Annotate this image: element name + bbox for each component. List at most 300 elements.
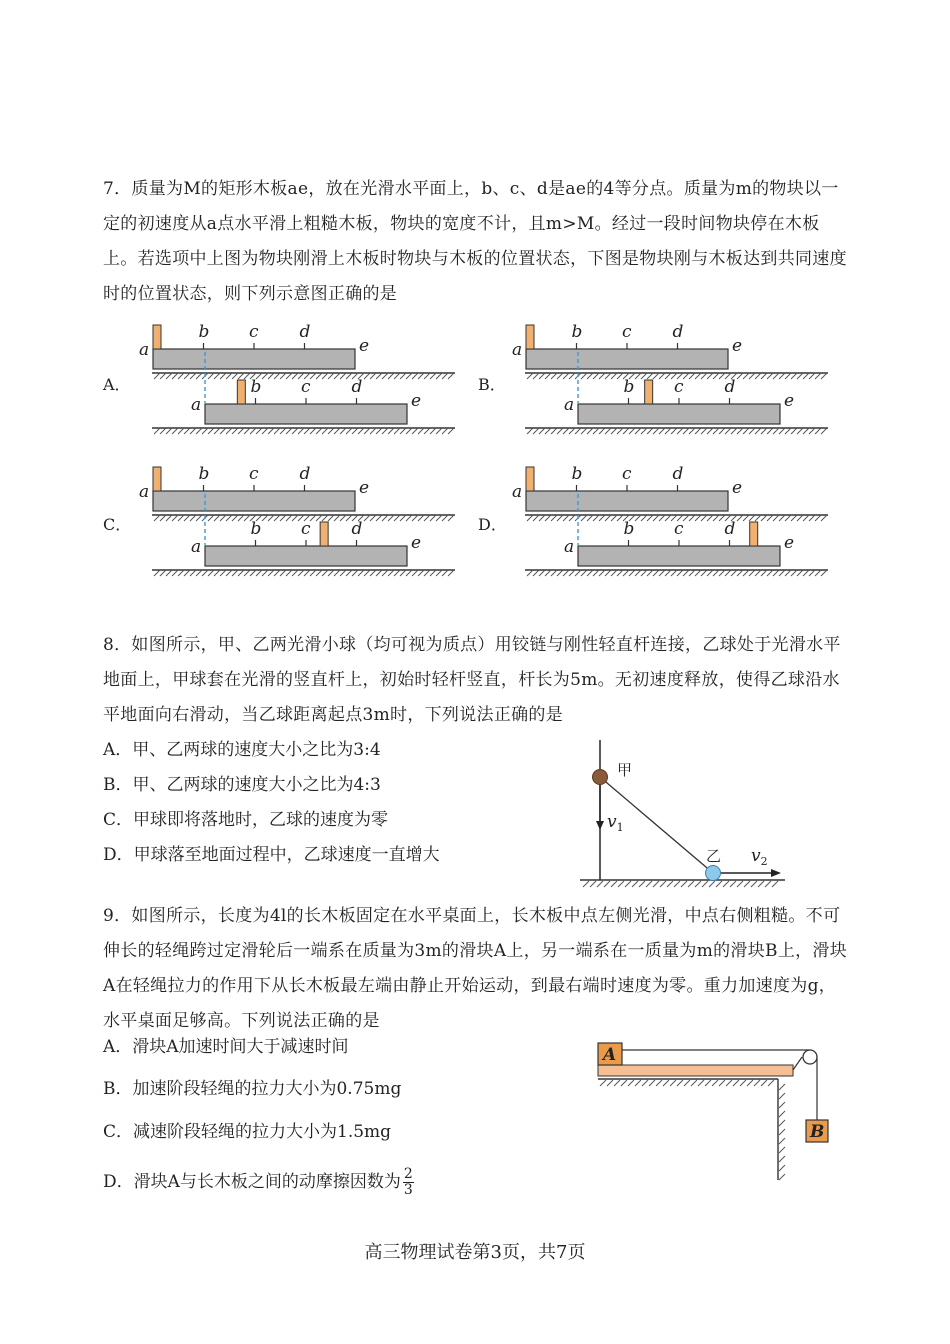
q7-option-a-top-ground-hatch: [310, 373, 316, 379]
q7-option-a-top-ground-hatch: [214, 373, 220, 379]
table-hatch: [600, 1080, 785, 1180]
q7-option-a-bottom-ground-hatch: [214, 428, 220, 434]
q7-option-a-bottom-ground-hatch: [382, 428, 388, 434]
q7-option-b-bottom-ground-hatch: [581, 428, 587, 434]
q7-option-d-bottom-ground-hatch: [575, 570, 581, 576]
q8-option-d: D．甲球落至地面过程中，乙球速度一直增大: [103, 845, 440, 865]
q7-option-d-bottom-label-b: b: [623, 519, 635, 539]
q7-option-b-bottom-ground-hatch: [569, 428, 575, 434]
q7-option-c-bottom-ground-hatch: [448, 570, 454, 576]
q7-option-c-top-ground-hatch: [334, 515, 340, 521]
q7-option-b-bottom-block: [645, 380, 653, 404]
q7-option-a-bottom-ground-hatch: [322, 428, 328, 434]
q7-option-a-bottom-ground-hatch: [208, 428, 214, 434]
q7-option-a-bottom-ground-hatch: [292, 428, 298, 434]
q7-option-c-top-ground-hatch: [166, 515, 172, 521]
q7-option-c-top-ground-hatch: [436, 515, 442, 521]
q7-option-c-bottom-ground-hatch: [352, 570, 358, 576]
q7-option-d-bottom-ground-hatch: [647, 570, 653, 576]
q7-option-c-bottom-ground-hatch: [178, 570, 184, 576]
q7-option-d-bottom-ground-hatch: [605, 570, 611, 576]
q7-option-d-bottom-ground-hatch: [677, 570, 683, 576]
q7-option-b-top-label-c: c: [622, 322, 632, 342]
q7-option-a-bottom-ground-hatch: [154, 428, 160, 434]
q7-option-b-top-ground-hatch: [689, 373, 695, 379]
q7-option-c-bottom-ground-hatch: [262, 570, 268, 576]
q7-option-a-bottom-ground-hatch: [310, 428, 316, 434]
q7-option-b-top-ground-hatch: [605, 373, 611, 379]
q7-option-b-bottom-ground-hatch: [587, 428, 593, 434]
q7-option-b-bottom-label-c: c: [674, 377, 684, 397]
q7-option-d-bottom-ground-hatch: [719, 570, 725, 576]
q7-option-c-top-label-e: e: [359, 478, 370, 498]
q7-option-c-bottom-ground-hatch: [304, 570, 310, 576]
q9-stem: 9．如图所示，长度为4l的长木板固定在水平桌面上，长木板中点左侧光滑，中点右侧粗糙。不可伸长的轻绳跨过定滑轮后一端系在质量为3m的滑块A上，另一端系在一质量为m的滑块B上，滑块A在轻绳拉力的作用下从长木板最左端由静止开始运动，到最右端时速度为零。重力加速度为g，水平桌面足够高。下列说法正确的是: [103, 906, 848, 1031]
q7-option-d-top-ground-hatch: [821, 515, 827, 521]
q7-option-b-top-ground-hatch: [551, 373, 557, 379]
q7-option-d-bottom-ground-hatch: [623, 570, 629, 576]
q7-option-d-top-ground-hatch: [569, 515, 575, 521]
q7-option-d-bottom-label-c: c: [674, 519, 684, 539]
label-v2: $v_2$: [751, 846, 768, 868]
q7-option-a-bottom-label-b: b: [250, 377, 262, 397]
q7-option-a-top-ground-hatch: [268, 373, 274, 379]
q7-option-c-bottom-ground-hatch: [394, 570, 400, 576]
q7-option-d-bottom-ground-hatch: [599, 570, 605, 576]
q7-option-a-bottom-ground-hatch: [448, 428, 454, 434]
q7-option-b-top-ground-hatch: [791, 373, 797, 379]
q7-option-a-top-block: [153, 325, 161, 349]
q7-option-c-bottom-ground-hatch: [208, 570, 214, 576]
q7-option-a-top-ground-hatch: [334, 373, 340, 379]
q7-option-d-top-ground-hatch: [779, 515, 785, 521]
q7-option-c-top-ground-hatch: [316, 515, 322, 521]
q7-option-a-bottom-label-c: c: [301, 377, 311, 397]
q7-option-d-bottom-ground-hatch: [779, 570, 785, 576]
q7-option-d-top-ground-hatch: [743, 515, 749, 521]
q7-option-b-bottom-ground-hatch: [755, 428, 761, 434]
q7-option-a-label: A．: [103, 375, 131, 394]
q7-option-b-top-ground-hatch: [707, 373, 713, 379]
q7-option-b-bottom-ground-hatch: [779, 428, 785, 434]
q7-option-d-top-ground-hatch: [785, 515, 791, 521]
q7-option-a-bottom-ground-hatch: [232, 428, 238, 434]
q7-option-b-bottom-label-a: a: [564, 395, 575, 415]
q7-option-d-bottom-ground-hatch: [671, 570, 677, 576]
q7-option-a-bottom-ground-hatch: [406, 428, 412, 434]
q7-option-b-top-label-d: d: [672, 322, 684, 342]
q7-option-b-top-block: [526, 325, 534, 349]
pulley: [803, 1050, 817, 1064]
q7-option-a-top-ground-hatch: [166, 373, 172, 379]
q9-option-d: [103, 1167, 414, 1198]
q7-option-d-top-ground-hatch: [599, 515, 605, 521]
q7-option-c-top-ground-hatch: [370, 515, 376, 521]
q7-option-d-top-label-e: e: [732, 478, 743, 498]
q7-option-b-top-ground-hatch: [809, 373, 815, 379]
q7-option-b-top-ground-hatch: [617, 373, 623, 379]
q7-option-a-bottom-label-d: d: [351, 377, 363, 397]
q7-option-a-top-label-b: b: [198, 322, 210, 342]
q7-option-d-bottom-ground-hatch: [737, 570, 743, 576]
q7-option-a-bottom-ground-hatch: [226, 428, 232, 434]
q7-option-a-top-ground-hatch: [322, 373, 328, 379]
q7-option-d-bottom-ground-hatch: [821, 570, 827, 576]
q7-option-a-bottom-label-a: a: [191, 395, 202, 415]
q7-option-a-top-ground-hatch: [160, 373, 166, 379]
q7-diagrams: [0, 0, 950, 620]
q7-option-d-top-ground-hatch: [533, 515, 539, 521]
q7-option-d-top-ground-hatch: [713, 515, 719, 521]
q7-option-b-bottom-ground-hatch: [809, 428, 815, 434]
q7-option-a-bottom-board: [205, 404, 407, 424]
q7-option-b-bottom-ground-hatch: [737, 428, 743, 434]
q7-option-d-bottom-ground-hatch: [767, 570, 773, 576]
q7-option-c-top-board: [153, 491, 355, 511]
q7-option-c-bottom-ground-hatch: [334, 570, 340, 576]
q7-option-a-top-label-d: d: [299, 322, 311, 342]
q7-option-a-bottom-ground-hatch: [370, 428, 376, 434]
q7-option-b-top-ground-hatch: [611, 373, 617, 379]
q7-option-d-bottom-ground-hatch: [749, 570, 755, 576]
q7-option-c-bottom-ground-hatch: [340, 570, 346, 576]
q7-option-c-top-label-d: d: [299, 464, 311, 484]
q7-option-a-top-ground-hatch: [418, 373, 424, 379]
q7-option-d-top-ground-hatch: [641, 515, 647, 521]
q7-option-b-bottom-ground-hatch: [653, 428, 659, 434]
q7-option-b-bottom-ground-hatch: [593, 428, 599, 434]
q7-option-a-bottom-ground-hatch: [160, 428, 166, 434]
q7-option-d-top-ground-hatch: [797, 515, 803, 521]
q7-option-a-top-ground-hatch: [280, 373, 286, 379]
q7-option-b-bottom-ground-hatch: [743, 428, 749, 434]
q7-option-c-top-ground-hatch: [208, 515, 214, 521]
q7-option-a-bottom-ground-hatch: [352, 428, 358, 434]
q7-option-c-top-ground-hatch: [376, 515, 382, 521]
q7-option-d-top-ground-hatch: [635, 515, 641, 521]
q7-option-a-bottom-ground-hatch: [394, 428, 400, 434]
q7-option-d-top-ground-hatch: [617, 515, 623, 521]
q7-option-b-top-ground-hatch: [737, 373, 743, 379]
q7-option-d-top-ground-hatch: [557, 515, 563, 521]
q7-option-d-top-ground-hatch: [755, 515, 761, 521]
ball-jia: [593, 770, 608, 785]
q7-option-a-top-ground-hatch: [376, 373, 382, 379]
q7-option-b-bottom-ground-hatch: [647, 428, 653, 434]
q7-option-b-top-ground-hatch: [815, 373, 821, 379]
q7-option-b-bottom-ground-hatch: [731, 428, 737, 434]
fraction-numerator: 2: [403, 1166, 413, 1182]
q7-option-a-bottom-ground-hatch: [244, 428, 250, 434]
v1-arrowhead: [596, 821, 604, 830]
q7-option-a-top-ground-hatch: [364, 373, 370, 379]
q7-option-a-top-label-a: a: [139, 340, 150, 360]
q7-option-b-top-ground-hatch: [641, 373, 647, 379]
q7-option-c-top-ground-hatch: [226, 515, 232, 521]
q7-option-a-bottom-ground-hatch: [286, 428, 292, 434]
q7-option-d-bottom-ground-hatch: [773, 570, 779, 576]
q7-option-c-bottom-ground-hatch: [406, 570, 412, 576]
q7-option-d-top-ground-hatch: [539, 515, 545, 521]
q7-option-b-top-ground-hatch: [659, 373, 665, 379]
q7-option-d-top-board: [526, 491, 728, 511]
q7-option-b-top-ground-hatch: [527, 373, 533, 379]
q8-option-a: A．甲、乙两球的速度大小之比为3:4: [103, 740, 381, 760]
q7-option-c-top-ground-hatch: [196, 515, 202, 521]
q7-option-a-top-ground-hatch: [382, 373, 388, 379]
q7-option-c-top-ground-hatch: [430, 515, 436, 521]
q7-option-c-top-label-b: b: [198, 464, 210, 484]
q7-option-c-bottom-label-a: a: [191, 537, 202, 557]
q7-option-a-top-ground-hatch: [244, 373, 250, 379]
q7-option-a-top-ground-hatch: [196, 373, 202, 379]
q7-option-d-bottom-label-a: a: [564, 537, 575, 557]
q7-option-a-top-ground-hatch: [262, 373, 268, 379]
q7-option-c-bottom-ground-hatch: [310, 570, 316, 576]
q8-figure: [575, 735, 795, 895]
q7-option-a-top-ground-hatch: [178, 373, 184, 379]
q7-option-a-top-ground-hatch: [430, 373, 436, 379]
q7-option-b-top-ground-hatch: [683, 373, 689, 379]
q7-option-d-bottom-ground-hatch: [665, 570, 671, 576]
q7-option-c-bottom-ground-hatch: [232, 570, 238, 576]
q7-option-b-bottom-ground-hatch: [659, 428, 665, 434]
label-block-b: B: [810, 1122, 825, 1142]
q7-option-c-top-ground-hatch: [178, 515, 184, 521]
q7-option-d-bottom-ground-hatch: [557, 570, 563, 576]
q7-option-c-bottom-label-b: b: [250, 519, 262, 539]
q7-option-b-bottom-label-b: b: [623, 377, 635, 397]
q7-option-d-bottom-ground-hatch: [809, 570, 815, 576]
q7-option-d-bottom-ground-hatch: [683, 570, 689, 576]
q7-option-a-bottom-ground-hatch: [340, 428, 346, 434]
q7-option-b-top-ground-hatch: [593, 373, 599, 379]
q7-option-a-bottom-ground-hatch: [298, 428, 304, 434]
q9-option-c: C．减速阶段轻绳的拉力大小为1.5mg: [103, 1122, 392, 1142]
q7-option-d-top-ground-hatch: [791, 515, 797, 521]
q7-option-b-top-ground-hatch: [665, 373, 671, 379]
pulley-bracket: [793, 1057, 802, 1070]
q8-option-b: B．甲、乙两球的速度大小之比为4:3: [103, 775, 381, 795]
q7-option-d-top-ground-hatch: [707, 515, 713, 521]
q7-option-a-top-label-c: c: [249, 322, 259, 342]
q7-option-c-bottom-ground-hatch: [298, 570, 304, 576]
q7-option-b-bottom-label-d: d: [724, 377, 736, 397]
q7-option-b-bottom-ground-hatch: [641, 428, 647, 434]
q7-option-b-bottom-ground-hatch: [767, 428, 773, 434]
q7-option-b-top-ground-hatch: [701, 373, 707, 379]
q7-option-b-top-ground-hatch: [785, 373, 791, 379]
q7-option-c-top-ground-hatch: [220, 515, 226, 521]
q7-option-c-bottom-ground-hatch: [160, 570, 166, 576]
q7-option-d-bottom-ground-hatch: [629, 570, 635, 576]
q7-option-a-bottom-ground-hatch: [238, 428, 244, 434]
q7-option-a-bottom-ground-hatch: [328, 428, 334, 434]
q7-option-d-top-ground-hatch: [815, 515, 821, 521]
q7-option-b-bottom-ground-hatch: [761, 428, 767, 434]
q7-option-c-top-ground-hatch: [268, 515, 274, 521]
q7-option-a-bottom-ground-hatch: [346, 428, 352, 434]
q7-option-b-top-ground-hatch: [743, 373, 749, 379]
q7-option-d-bottom-ground-hatch: [527, 570, 533, 576]
q7-option-c-bottom-ground-hatch: [358, 570, 364, 576]
q7-option-a-top-ground-hatch: [436, 373, 442, 379]
q7-option-a-top-ground-hatch: [328, 373, 334, 379]
q7-option-c-bottom-ground-hatch: [370, 570, 376, 576]
q7-option-d-top-label-c: c: [622, 464, 632, 484]
q7-option-d-bottom-ground-hatch: [569, 570, 575, 576]
q7-option-d-top-label-b: b: [571, 464, 583, 484]
q7-option-d-bottom-ground-hatch: [635, 570, 641, 576]
q7-option-b-bottom-ground-hatch: [707, 428, 713, 434]
q7-option-d-bottom-ground-hatch: [731, 570, 737, 576]
q7-option-b-top-ground-hatch: [599, 373, 605, 379]
fraction-two-thirds: [403, 1167, 414, 1198]
q7-option-c-bottom-ground-hatch: [154, 570, 160, 576]
q7-option-d-top-ground-hatch: [737, 515, 743, 521]
q7-option-c-bottom-ground-hatch: [442, 570, 448, 576]
q7-option-b-bottom-ground-hatch: [557, 428, 563, 434]
q7-option-a-bottom-ground-hatch: [172, 428, 178, 434]
q7-option-c-top-ground-hatch: [262, 515, 268, 521]
q7-option-b-top-ground-hatch: [569, 373, 575, 379]
q7-option-d-bottom-ground-hatch: [551, 570, 557, 576]
q7-option-b-top-ground-hatch: [539, 373, 545, 379]
q7-option-c-top-ground-hatch: [214, 515, 220, 521]
q8-stem: 8．如图所示，甲、乙两光滑小球（均可视为质点）用铰链与刚性轻直杆连接，乙球处于光滑水平地面上，甲球套在光滑的竖直杆上，初始时轻杆竖直，杆长为5m。无初速度释放，使得乙球沿水平地面向右滑动，当乙球距离起点3m时，下列说法正确的是: [103, 635, 841, 725]
q7-option-c-top-label-c: c: [249, 464, 259, 484]
q7-option-a-bottom-ground-hatch: [430, 428, 436, 434]
q7-option-a-top-ground-hatch: [226, 373, 232, 379]
q7-option-b-top-ground-hatch: [749, 373, 755, 379]
q7-option-b-bottom-ground-hatch: [665, 428, 671, 434]
q7-option-d-bottom-ground-hatch: [713, 570, 719, 576]
q7-option-d-bottom-ground-hatch: [743, 570, 749, 576]
q7-option-c-top-label-a: a: [139, 482, 150, 502]
q7-option-b-bottom-ground-hatch: [563, 428, 569, 434]
q7-option-d-top-ground-hatch: [683, 515, 689, 521]
q7-option-d-label: D．: [478, 515, 507, 534]
label-block-a: A: [603, 1045, 617, 1065]
q7-option-c-bottom-ground-hatch: [244, 570, 250, 576]
q7-option-a-top-ground-hatch: [388, 373, 394, 379]
q7-option-c-bottom-ground-hatch: [430, 570, 436, 576]
q7-option-b-top-label-b: b: [571, 322, 583, 342]
q7-option-d-bottom-ground-hatch: [533, 570, 539, 576]
q7-option-d-bottom-label-e: e: [784, 533, 795, 553]
q7-option-d-top-ground-hatch: [803, 515, 809, 521]
q7-option-a-bottom-ground-hatch: [178, 428, 184, 434]
q7-option-d-bottom-ground-hatch: [587, 570, 593, 576]
q7-option-b-bottom-ground-hatch: [599, 428, 605, 434]
q7-option-b-bottom-ground-hatch: [539, 428, 545, 434]
q7-option-c-bottom-ground-hatch: [280, 570, 286, 576]
q7-option-a-bottom-ground-hatch: [202, 428, 208, 434]
q7-option-d-bottom-ground-hatch: [641, 570, 647, 576]
q7-option-a-top-ground-hatch: [424, 373, 430, 379]
q7-option-a-top-ground-hatch: [370, 373, 376, 379]
q7-option-d-top-ground-hatch: [587, 515, 593, 521]
q7-option-a-bottom-block: [237, 380, 245, 404]
q7-option-d-top-ground-hatch: [695, 515, 701, 521]
q7-option-d-bottom-board: [578, 546, 780, 566]
q9-option-d-text: D．滑块A与长木板之间的动摩擦因数为: [103, 1172, 401, 1192]
q7-option-c-bottom-ground-hatch: [226, 570, 232, 576]
q7-option-a-bottom-ground-hatch: [376, 428, 382, 434]
q7-option-b-bottom-ground-hatch: [689, 428, 695, 434]
q7-option-c-bottom-ground-hatch: [220, 570, 226, 576]
q7-option-b-bottom-ground-hatch: [617, 428, 623, 434]
q7-option-a-top-ground-hatch: [394, 373, 400, 379]
q7-option-b-bottom-ground-hatch: [821, 428, 827, 434]
q7-option-d-top-ground-hatch: [611, 515, 617, 521]
q7-option-c-bottom-ground-hatch: [274, 570, 280, 576]
q7-option-b-bottom-board: [578, 404, 780, 424]
q7-option-b-top-ground-hatch: [821, 373, 827, 379]
q7-option-d-top-ground-hatch: [767, 515, 773, 521]
q7-option-c-bottom-label-c: c: [301, 519, 311, 539]
q7-option-b-top-ground-hatch: [545, 373, 551, 379]
q7-option-c-top-ground-hatch: [364, 515, 370, 521]
q7-option-b-bottom-ground-hatch: [635, 428, 641, 434]
q7-option-c-bottom-ground-hatch: [436, 570, 442, 576]
q7-option-d-bottom-ground-hatch: [593, 570, 599, 576]
q8-option-c: C．甲球即将落地时，乙球的速度为零: [103, 810, 389, 830]
q7-option-a-bottom-ground-hatch: [388, 428, 394, 434]
q7-option-b-top-ground-hatch: [779, 373, 785, 379]
q7-option-d-bottom-ground-hatch: [545, 570, 551, 576]
ball-yi: [706, 866, 721, 881]
q7-option-d-top-block: [526, 467, 534, 491]
q7-option-c-bottom-ground-hatch: [196, 570, 202, 576]
q7-option-a-top-ground-hatch: [406, 373, 412, 379]
q7-option-c-bottom-ground-hatch: [184, 570, 190, 576]
q7-option-b-bottom-ground-hatch: [629, 428, 635, 434]
q7-option-b-bottom-label-e: e: [784, 391, 795, 411]
q7-option-b-top-ground-hatch: [695, 373, 701, 379]
q7-option-d-top-ground-hatch: [809, 515, 815, 521]
q7-option-c-top-ground-hatch: [172, 515, 178, 521]
q7-option-c-bottom-block: [320, 522, 328, 546]
q7-option-c-bottom-ground-hatch: [388, 570, 394, 576]
q7-option-c-bottom-ground-hatch: [286, 570, 292, 576]
q7-option-d-top-ground-hatch: [605, 515, 611, 521]
q7-option-c-top-ground-hatch: [394, 515, 400, 521]
q7-option-c-top-ground-hatch: [232, 515, 238, 521]
q7-option-a-bottom-ground-hatch: [166, 428, 172, 434]
q7-option-b-bottom-ground-hatch: [671, 428, 677, 434]
q7-option-a-bottom-ground-hatch: [268, 428, 274, 434]
q7-option-a-bottom-ground-hatch: [262, 428, 268, 434]
q7-option-c-top-ground-hatch: [340, 515, 346, 521]
q7-option-c-bottom-ground-hatch: [292, 570, 298, 576]
q7-option-c-top-ground-hatch: [244, 515, 250, 521]
fraction-denominator: 3: [403, 1182, 413, 1198]
q7-option-c-top-ground-hatch: [406, 515, 412, 521]
q7-option-b-top-label-a: a: [512, 340, 523, 360]
q7-option-d-top-ground-hatch: [563, 515, 569, 521]
q9-option-b: B．加速阶段轻绳的拉力大小为0.75mg: [103, 1079, 402, 1099]
q7-option-a-top-ground-hatch: [448, 373, 454, 379]
q7-option-c-top-block: [153, 467, 161, 491]
q7-option-a-bottom-ground-hatch: [412, 428, 418, 434]
label-jia: 甲: [617, 761, 633, 779]
q7-option-b-bottom-ground-hatch: [701, 428, 707, 434]
q7-option-b-bottom-ground-hatch: [815, 428, 821, 434]
q7-option-a-bottom-label-e: e: [411, 391, 422, 411]
q7-option-d-top-ground-hatch: [545, 515, 551, 521]
q7-option-c-top-ground-hatch: [280, 515, 286, 521]
